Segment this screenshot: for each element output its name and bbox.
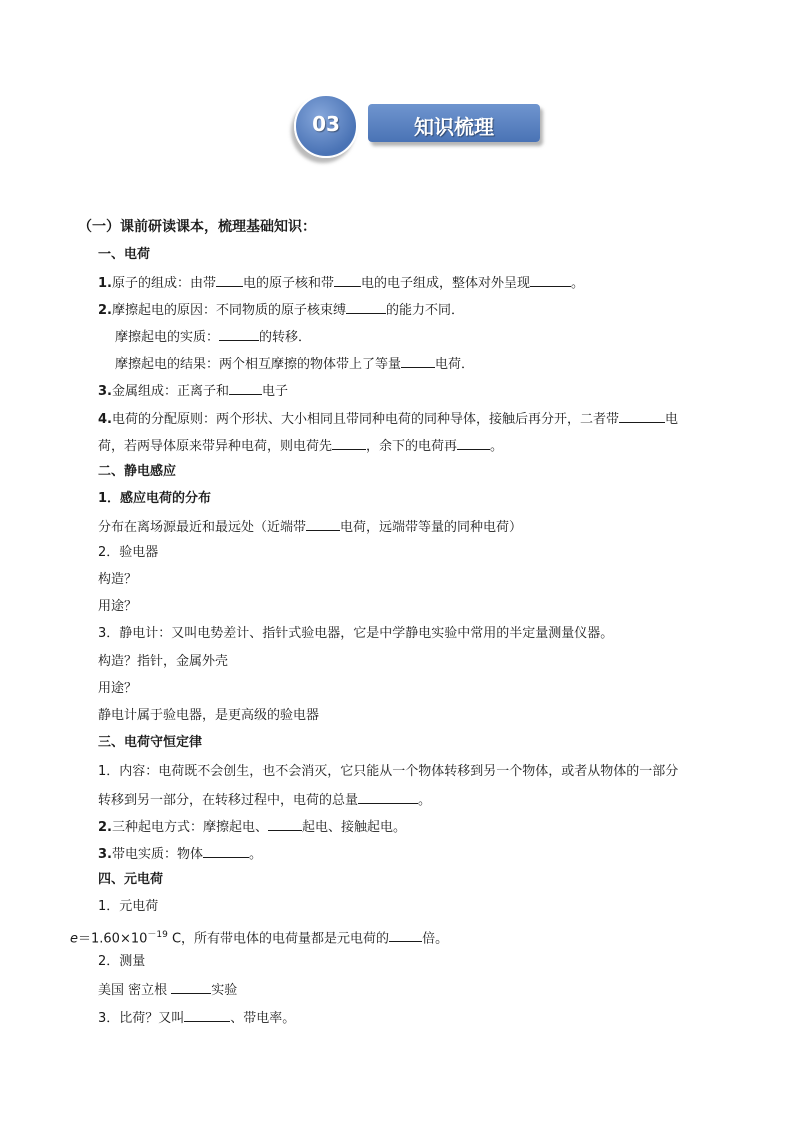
banner-number: 03 [312, 112, 340, 136]
fill-blank [268, 817, 302, 831]
fill-blank [332, 436, 366, 450]
s2-item-2: 2．验电器 [98, 545, 159, 560]
section-1-title: 一、电荷 [98, 247, 151, 262]
s4-item-1-text: $e=1.60\times 10^{-19}$ C，所有带电体的电荷量都是元电荷的 倍。 [70, 930, 449, 947]
fill-blank [171, 980, 211, 994]
s2-item-2-structure: 构造？ [98, 572, 138, 587]
fill-blank [184, 1008, 230, 1022]
s3-item-1: 1．内容：电荷既不会创生，也不会消灭，它只能从一个物体转移到另一个物体，或者从物体的一部分 [98, 764, 679, 779]
s3-item-1-cont: 转移到另一部分，在转移过程中，电荷的总量 。 [98, 790, 431, 810]
s2-item-1-text: 分布在离场源最近和最远处（近端带 电荷，远端带等量的同种电荷） [98, 517, 522, 537]
fill-blank [401, 354, 435, 368]
s1-item-1: 1.原子的组成：由带 电的原子核和带 电的电子组成，整体对外呈现 。 [98, 273, 584, 293]
s1-item-2-result: 摩擦起电的结果：两个相互摩擦的物体带上了等量 电荷． [115, 354, 474, 374]
section-banner [294, 100, 546, 162]
section-2-title: 二、静电感应 [98, 464, 177, 479]
s2-item-2-use: 用途？ [98, 599, 138, 614]
section-4-title: 四、元电荷 [98, 872, 164, 887]
banner-title-bar [368, 104, 540, 142]
banner-number-circle [294, 94, 358, 158]
fill-blank [530, 273, 571, 287]
main-heading: （一）课前研读课本，梳理基础知识： [78, 219, 316, 235]
fill-blank [358, 790, 418, 804]
section-3-title: 三、电荷守恒定律 [98, 735, 203, 750]
s1-item-3: 3.金属组成：正离子和 电子 [98, 381, 288, 401]
s3-item-3: 3.带电实质：物体 。 [98, 844, 262, 864]
fill-blank [306, 517, 340, 531]
s4-item-2-text: 美国 密立根 实验 [98, 980, 237, 1000]
fill-blank [619, 409, 665, 423]
fill-blank [457, 436, 490, 450]
s4-item-2: 2．测量 [98, 954, 146, 969]
fill-blank [334, 273, 361, 287]
s1-item-4-cont: 荷，若两导体原来带异种电荷，则电荷先 ，余下的电荷再 。 [98, 436, 503, 456]
s1-item-2-essence: 摩擦起电的实质： 的转移． [115, 327, 311, 347]
s4-item-3: 3．比荷？又叫 、带电率。 [98, 1008, 295, 1028]
s2-item-3-structure: 构造？指针，金属外壳 [98, 654, 229, 669]
banner-title: 知识梳理 [414, 115, 494, 139]
s2-item-3-use: 用途？ [98, 681, 138, 696]
s3-item-2: 2.三种起电方式：摩擦起电、 起电、接触起电。 [98, 817, 406, 837]
s2-item-1: 1．感应电荷的分布 [98, 491, 212, 506]
s2-item-3-note: 静电计属于验电器，是更高级的验电器 [98, 708, 320, 723]
fill-blank [346, 300, 386, 314]
fill-blank [229, 381, 262, 395]
fill-blank [216, 273, 243, 287]
fill-blank [219, 327, 259, 341]
s2-item-3: 3．静电计：又叫电势差计、指针式验电器，它是中学静电实验中常用的半定量测量仪器。 [98, 626, 614, 641]
fill-blank [203, 844, 249, 858]
s1-item-2: 2.摩擦起电的原因：不同物质的原子核束缚 的能力不同． [98, 300, 464, 320]
fill-blank [389, 928, 422, 942]
s4-item-1: 1．元电荷 [98, 899, 159, 914]
s1-item-4: 4.电荷的分配原则：两个形状、大小相同且带同种电荷的同种导体，接触后再分开，二者带 电 [98, 409, 678, 429]
